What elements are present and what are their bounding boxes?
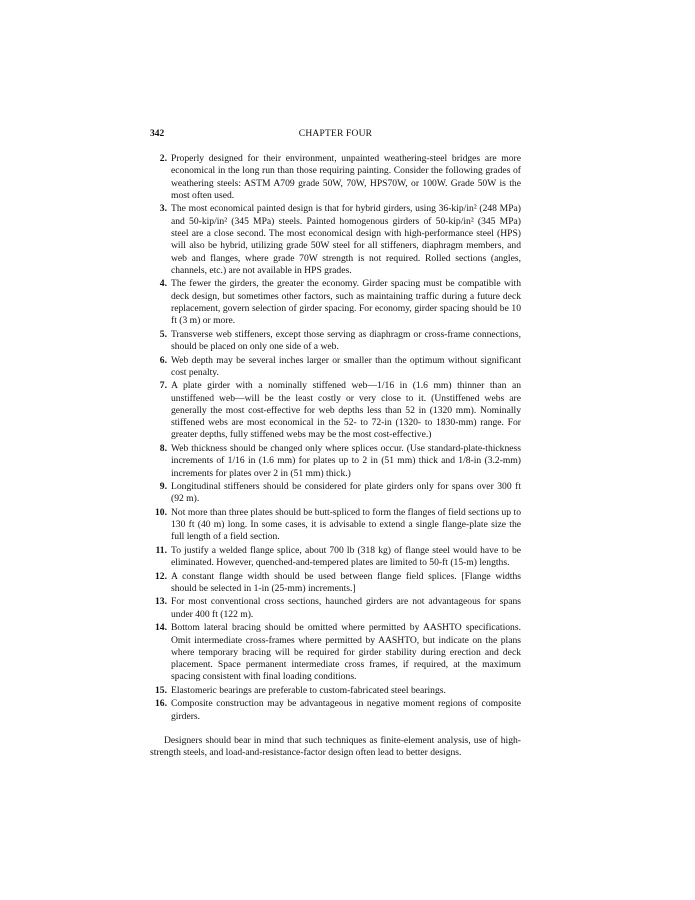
list-item bbox=[150, 571, 521, 596]
item-number: 12. bbox=[155, 570, 167, 582]
list-item bbox=[150, 545, 521, 570]
item-text: The most economical painted design is that for hybrid girders, using 36-kip/in² (248 MPa) and 50-kip/in² (345 MPa) steels. Painted homogenous girders of 50-kip/in² (345 MPa) steel are a close second. The most economical design with high-performance steel (HPS) will also be hybrid, utilizing grade 50W steel for all stiffeners, diaphragm members, and web and flanges, where grade 70W strength is not required. Rolled sections (angles, channels, etc.) are not available in HPS grades. bbox=[171, 203, 521, 276]
list-item bbox=[150, 596, 521, 621]
item-text: Web depth may be several inches larger or smaller than the optimum without significant cost penalty. bbox=[171, 354, 521, 378]
list-item bbox=[150, 278, 521, 327]
item-number: 9. bbox=[159, 481, 167, 493]
item-text: The fewer the girders, the greater the economy. Girder spacing must be compatible with deck design, but sometimes other factors, such as maintaining traffic during a future deck replacement, govern selection of girder spacing. For economy, girder spacing should be 10 ft (3 m) or more. bbox=[171, 278, 521, 327]
list-item bbox=[150, 685, 521, 697]
list-item bbox=[150, 203, 521, 277]
item-number: 5. bbox=[159, 328, 167, 340]
running-head: CHAPTER FOUR bbox=[298, 129, 373, 139]
item-text: Transverse web stiffeners, except those serving as diaphragm or cross-frame connections, should be placed on only one side of a web. bbox=[171, 328, 521, 353]
item-number: 2. bbox=[159, 153, 167, 164]
design-guidelines-list bbox=[150, 153, 521, 724]
item-number: 13. bbox=[155, 596, 167, 608]
item-text: A plate girder with a nominally stiffened web—1/16 in (1.6 mm) thinner than an unstiffened web—will be the least costly or very close to it. (Unstiffened webs are generally the most cost-effective for web depths less than 52 in (1320 mm). Nominally stiffened webs are most economical in the 52- to 72-in (1320- to 1830-mm) range. For greater depths, fully stiffened webs may be the most cost-effective.) bbox=[171, 380, 521, 441]
page-number: 342 bbox=[150, 129, 165, 139]
item-text: Bottom lateral bracing should be omitted where permitted by AASHTO specifications. Omit intermediate cross-frames where permitted by AASHTO, but indicate on the plans where temporary bracing will be required for girder stability during erection and deck placement. Space permanent intermediate cross frames, if required, at the maximum spacing consistent with final loading conditions. bbox=[171, 622, 521, 683]
item-number: 11. bbox=[155, 544, 167, 556]
list-item bbox=[150, 355, 521, 380]
item-text: Not more than three plates should be butt-spliced to form the flanges of field sections up to 130 ft (40 m) long. In some cases, it is advisable to extend a single flange-plate size the full length of a field section. bbox=[171, 506, 521, 543]
page-header bbox=[150, 127, 521, 141]
item-text: Elastomeric bearings are preferable to custom-fabricated steel bearings. bbox=[171, 684, 446, 696]
item-number: 16. bbox=[155, 698, 167, 710]
item-number: 15. bbox=[155, 684, 167, 696]
item-number: 3. bbox=[159, 203, 167, 215]
list-item bbox=[150, 698, 521, 723]
item-text: Longitudinal stiffeners should be considered for plate girders only for spans over 300 ft (92 m). bbox=[171, 481, 521, 505]
item-text: Properly designed for their environment, unpainted weathering-steel bridges are more economical in the long run than those requiring painting. Consider the following grades of weathering steels: ASTM A709 grade 50W, 70W, HPS70W, or 100W. Grade 50W is the most often used. bbox=[171, 153, 521, 201]
list-item bbox=[150, 329, 521, 354]
item-text: To justify a welded flange splice, about 700 lb (318 kg) of flange steel would have to be eliminated. However, quenched-and-tempered plates are limited to 50-ft (15-m) lengths. bbox=[171, 544, 521, 569]
item-number: 10. bbox=[155, 506, 167, 518]
closing-paragraph: Designers should bear in mind that such techniques as finite-element analysis, use of high-strength steels, and load-and-resistance-factor design often lead to better designs. bbox=[150, 735, 521, 759]
item-text: For most conventional cross sections, haunched girders are not advantageous for spans under 400 ft (122 m). bbox=[171, 596, 521, 620]
list-item bbox=[150, 507, 521, 544]
item-number: 7. bbox=[159, 380, 167, 392]
item-text: A constant flange width should be used between flange field splices. [Flange widths should be selected in 1-in (25-mm) increments.] bbox=[171, 570, 521, 594]
list-item bbox=[150, 380, 521, 441]
item-number: 8. bbox=[159, 442, 167, 454]
list-item bbox=[150, 481, 521, 506]
list-item bbox=[150, 153, 521, 202]
item-number: 4. bbox=[159, 278, 167, 290]
item-number: 6. bbox=[159, 354, 167, 366]
list-item bbox=[150, 443, 521, 480]
item-number: 14. bbox=[155, 622, 167, 634]
item-text: Composite construction may be advantageous in negative moment regions of composite girders. bbox=[171, 698, 521, 722]
item-text: Web thickness should be changed only where splices occur. (Use standard-plate-thickness increments of 1/16 in (1.6 mm) for plates up to 2 in (51 mm) thick and 1/8-in (3.2-mm) increments for plates over 2 in (51 mm) thick.) bbox=[171, 442, 521, 479]
list-item bbox=[150, 622, 521, 683]
